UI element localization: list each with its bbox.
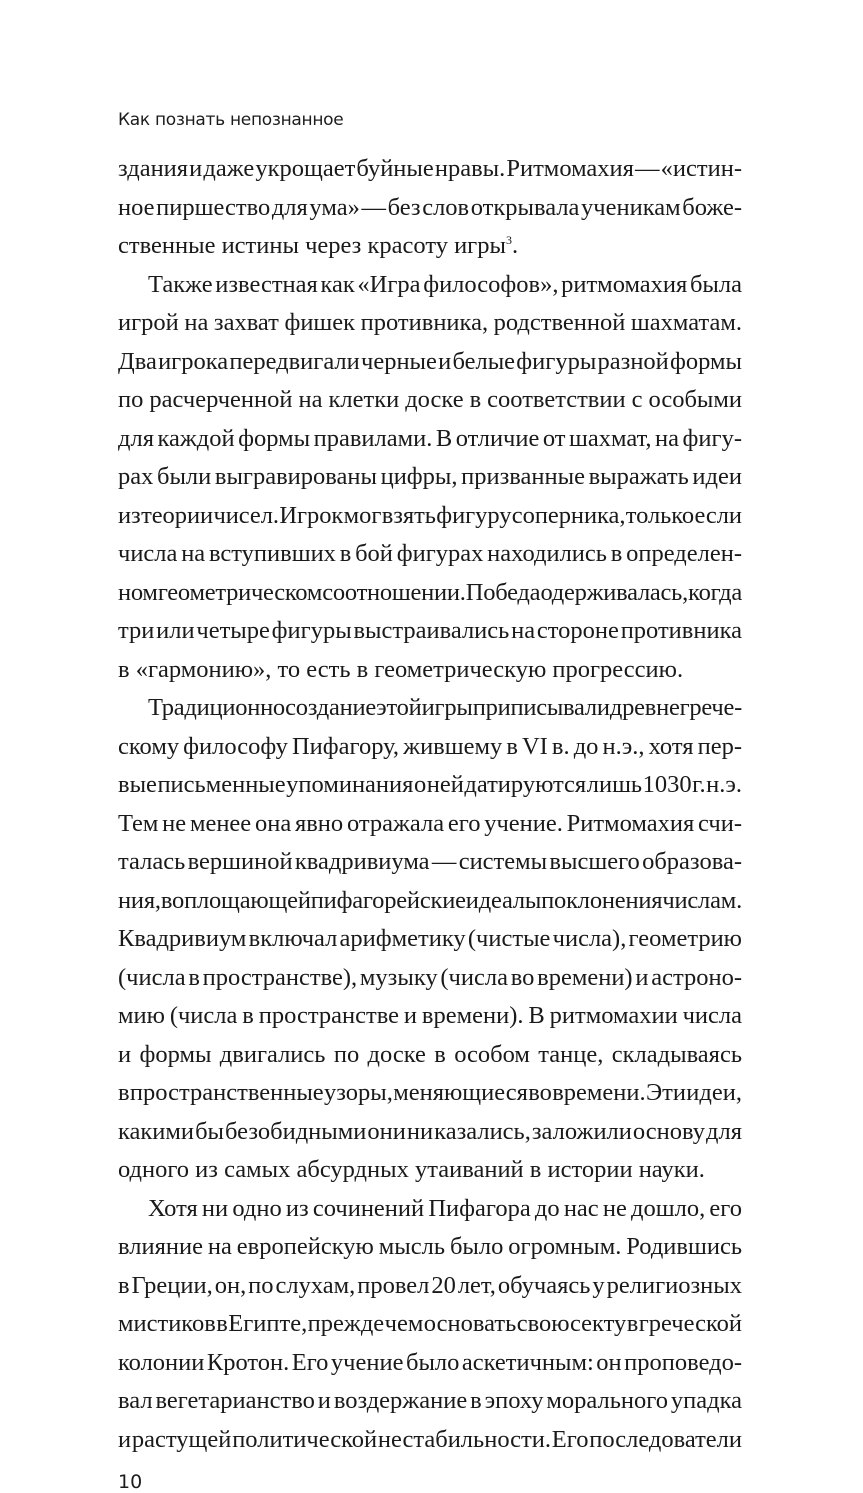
text-line xyxy=(118,227,742,266)
text-line: мистиков в Египте, прежде чем основать свою секту в греческой xyxy=(118,1310,742,1337)
text-line: Два игрока передвигали черные и белые фигуры разной формы xyxy=(118,347,742,375)
text-line: в «гармонию», то есть в геометрическую прогрессию. xyxy=(118,655,684,683)
text-line: рах были выгравированы цифры, призванные выражать идеи xyxy=(118,463,742,490)
text-line: числа на вступивших в бой фигурах находились в определен- xyxy=(118,540,742,567)
footnote-reference[interactable]: 3 xyxy=(505,233,512,247)
text-line: и формы двигались по доске в особом танце, складываясь xyxy=(118,1040,742,1068)
text-line: какими бы безобидными они ни казались, заложили основу для xyxy=(118,1117,742,1145)
text-line: Квадривиум включал арифметику (чистые числа), геометрию xyxy=(118,925,742,952)
page-number: 10 xyxy=(118,1471,143,1493)
running-header-title: Как познать непознанное xyxy=(118,110,344,130)
text-line: здания и даже укрощает буйные нравы. Ритмомахия — «истин- xyxy=(118,155,742,182)
text-line-content: ственные истины через красоту игры xyxy=(118,232,506,259)
text-line: из теории чисел. Игрок мог взять фигуру соперника, только если xyxy=(118,501,742,529)
text-line: ное пиршество для ума» — без слов открывала ученикам боже- xyxy=(118,193,742,221)
text-line: скому философу Пифагору, жившему в VI в. до н.э., хотя пер- xyxy=(118,732,742,760)
text-line: вал вегетарианство и воздержание в эпоху морального упадка xyxy=(118,1387,742,1414)
text-line: (числа в пространстве), музыку (числа во времени) и астроно- xyxy=(118,963,742,991)
text-line: Традиционно создание этой игры приписывали древнегрече- xyxy=(148,694,742,721)
text-line: и растущей политической нестабильности. Его последователи xyxy=(118,1425,742,1453)
paragraph-1 xyxy=(118,150,742,266)
text-line: одного из самых абсурдных утаиваний в истории науки. xyxy=(118,1156,705,1183)
body-text xyxy=(118,150,742,1459)
text-line: Тем не менее она явно отражала его учение. Ритмомахия счи- xyxy=(118,809,742,837)
text-line: влияние на европейскую мысль было огромным. Родившись xyxy=(118,1233,742,1260)
text-line: в пространственные узоры, меняющиеся во времени. Эти идеи, xyxy=(118,1079,742,1106)
text-line: талась вершиной квадривиума — системы высшего образова- xyxy=(118,848,742,875)
paragraph-3 xyxy=(118,689,742,1190)
text-line: вые письменные упоминания о ней датируются лишь 1030 г. н.э. xyxy=(118,771,742,798)
text-line: три или четыре фигуры выстраивались на стороне противника xyxy=(118,617,742,644)
text-line: колонии Кротон. Его учение было аскетичным: он проповедо- xyxy=(118,1348,742,1376)
paragraph-2 xyxy=(118,266,742,690)
sentence-period: . xyxy=(511,232,519,259)
text-line: для каждой формы правилами. В отличие от шахмат, на фигу- xyxy=(118,424,742,452)
paragraph-4 xyxy=(118,1190,742,1460)
text-line: Также известная как «Игра философов», ритмомахия была xyxy=(148,270,742,298)
text-line: ния, воплощающей пифагорейские идеалы поклонения числам. xyxy=(118,886,742,914)
text-line: мию (числа в пространстве и времени). В ритмомахии числа xyxy=(118,1002,742,1029)
text-line: в Греции, он, по слухам, провел 20 лет, обучаясь у религиозных xyxy=(118,1271,742,1299)
text-line: ном геометрическом соотношении. Победа одерживалась, когда xyxy=(118,578,742,606)
text-line: игрой на захват фишек противника, родственной шахматам. xyxy=(118,309,742,336)
text-line: по расчерченной на клетки доске в соответствии с особыми xyxy=(118,386,742,413)
text-line: Хотя ни одно из сочинений Пифагора до нас не дошло, его xyxy=(148,1194,742,1222)
